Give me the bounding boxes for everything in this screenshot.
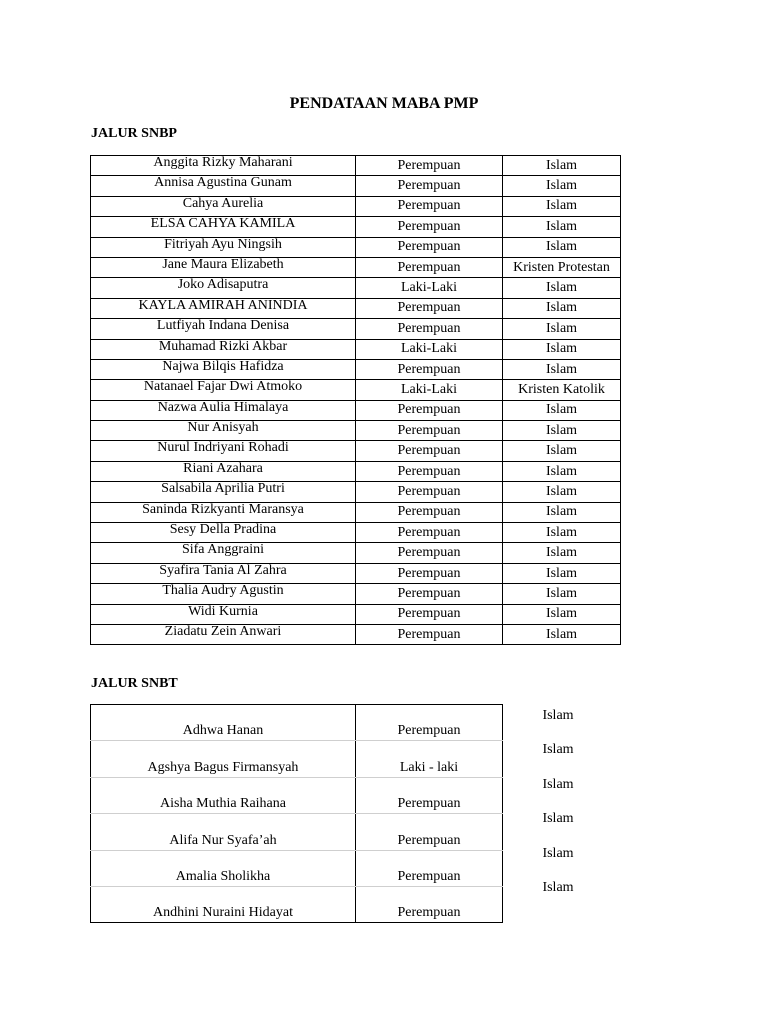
student-religion: Islam bbox=[503, 604, 621, 624]
student-religion: Islam bbox=[503, 502, 621, 522]
table-row bbox=[91, 543, 621, 563]
student-name: Salsabila Aprilia Putri bbox=[91, 482, 356, 502]
student-name: Lutfiyah Indana Denisa bbox=[91, 319, 356, 339]
student-religion: Islam bbox=[503, 421, 621, 441]
table-row bbox=[91, 278, 621, 298]
table-row bbox=[91, 563, 621, 583]
student-gender: Perempuan bbox=[356, 421, 503, 441]
table-row bbox=[91, 482, 621, 502]
student-gender: Perempuan bbox=[356, 400, 503, 420]
student-name: Thalia Audry Agustin bbox=[91, 584, 356, 604]
student-religion: Islam bbox=[503, 298, 621, 318]
student-religion: Islam bbox=[542, 879, 574, 895]
table-row bbox=[91, 624, 621, 644]
student-gender: Perempuan bbox=[356, 705, 503, 741]
table-row bbox=[91, 523, 621, 543]
student-name: Nur Anisyah bbox=[91, 421, 356, 441]
snbp-table bbox=[90, 155, 621, 645]
table-row bbox=[91, 176, 621, 196]
table-row bbox=[91, 339, 621, 359]
student-religion: Islam bbox=[542, 708, 574, 723]
student-name: Agshya Bagus Firmansyah bbox=[91, 741, 356, 777]
student-name: Anggita Rizky Maharani bbox=[91, 156, 356, 176]
table-row bbox=[91, 502, 621, 522]
student-religion: Islam bbox=[503, 176, 621, 196]
student-name: Adhwa Hanan bbox=[91, 705, 356, 741]
student-gender: Perempuan bbox=[356, 543, 503, 563]
student-gender: Perempuan bbox=[356, 237, 503, 257]
student-name: KAYLA AMIRAH ANINDIA bbox=[91, 298, 356, 318]
student-gender: Perempuan bbox=[356, 359, 503, 379]
student-gender: Perempuan bbox=[356, 584, 503, 604]
student-name: Amalia Sholikha bbox=[91, 850, 356, 886]
snbt-heading: JALUR SNBT bbox=[91, 676, 178, 691]
student-name: Muhamad Rizki Akbar bbox=[91, 339, 356, 359]
student-religion: Islam bbox=[503, 543, 621, 563]
student-name: Nazwa Aulia Himalaya bbox=[91, 400, 356, 420]
student-name: Cahya Aurelia bbox=[91, 196, 356, 216]
student-gender: Perempuan bbox=[356, 502, 503, 522]
student-gender: Perempuan bbox=[356, 850, 503, 886]
table-row bbox=[91, 441, 621, 461]
student-religion: Islam bbox=[503, 461, 621, 481]
student-gender: Perempuan bbox=[356, 156, 503, 176]
table-row bbox=[91, 156, 621, 176]
table-row bbox=[91, 380, 621, 400]
table-row bbox=[91, 604, 621, 624]
snbt-table bbox=[90, 704, 503, 923]
student-gender: Perempuan bbox=[356, 624, 503, 644]
student-name: Najwa Bilqis Hafidza bbox=[91, 359, 356, 379]
student-religion: Islam bbox=[542, 742, 574, 758]
table-row bbox=[91, 217, 621, 237]
table-row bbox=[91, 584, 621, 604]
student-religion: Islam bbox=[542, 811, 574, 827]
student-religion: Islam bbox=[542, 845, 574, 861]
snbt-table-body bbox=[91, 705, 503, 923]
student-religion: Islam bbox=[503, 339, 621, 359]
student-gender: Perempuan bbox=[356, 563, 503, 583]
student-gender: Perempuan bbox=[356, 319, 503, 339]
student-gender: Laki-Laki bbox=[356, 339, 503, 359]
table-row bbox=[91, 850, 503, 886]
student-gender: Perempuan bbox=[356, 604, 503, 624]
student-religion: Islam bbox=[542, 776, 574, 792]
table-row bbox=[91, 298, 621, 318]
student-religion: Islam bbox=[503, 563, 621, 583]
table-row bbox=[91, 400, 621, 420]
table-row bbox=[91, 319, 621, 339]
snbp-heading: JALUR SNBP bbox=[91, 126, 177, 141]
table-row bbox=[91, 777, 503, 813]
student-name: Natanael Fajar Dwi Atmoko bbox=[91, 380, 356, 400]
student-religion: Islam bbox=[503, 217, 621, 237]
student-religion: Kristen Protestan bbox=[503, 257, 621, 277]
student-name: ELSA CAHYA KAMILA bbox=[91, 217, 356, 237]
student-name: Syafira Tania Al Zahra bbox=[91, 563, 356, 583]
student-name: Annisa Agustina Gunam bbox=[91, 176, 356, 196]
table-row bbox=[91, 705, 503, 741]
student-name: Fitriyah Ayu Ningsih bbox=[91, 237, 356, 257]
table-row bbox=[91, 237, 621, 257]
student-gender: Perempuan bbox=[356, 196, 503, 216]
table-row bbox=[91, 421, 621, 441]
student-gender: Laki-Laki bbox=[356, 380, 503, 400]
table-row bbox=[91, 359, 621, 379]
student-name: Riani Azahara bbox=[91, 461, 356, 481]
table-row bbox=[91, 814, 503, 850]
student-name: Aisha Muthia Raihana bbox=[91, 777, 356, 813]
student-religion: Islam bbox=[503, 624, 621, 644]
table-row bbox=[91, 741, 503, 777]
table-row bbox=[91, 461, 621, 481]
student-gender: Perempuan bbox=[356, 777, 503, 813]
student-name: Nurul Indriyani Rohadi bbox=[91, 441, 356, 461]
student-name: Sifa Anggraini bbox=[91, 543, 356, 563]
student-name: Andhini Nuraini Hidayat bbox=[91, 886, 356, 922]
student-religion: Islam bbox=[503, 359, 621, 379]
student-gender: Perempuan bbox=[356, 257, 503, 277]
student-gender: Perempuan bbox=[356, 176, 503, 196]
student-religion: Islam bbox=[503, 441, 621, 461]
table-row bbox=[91, 257, 621, 277]
student-gender: Perempuan bbox=[356, 814, 503, 850]
student-name: Joko Adisaputra bbox=[91, 278, 356, 298]
snbt-religion-list bbox=[528, 708, 588, 914]
student-religion: Islam bbox=[503, 196, 621, 216]
student-gender: Perempuan bbox=[356, 523, 503, 543]
student-name: Sesy Della Pradina bbox=[91, 523, 356, 543]
student-religion: Islam bbox=[503, 584, 621, 604]
student-religion: Islam bbox=[503, 319, 621, 339]
student-gender: Perempuan bbox=[356, 298, 503, 318]
student-gender: Perempuan bbox=[356, 482, 503, 502]
student-religion: Islam bbox=[503, 156, 621, 176]
student-religion: Islam bbox=[503, 523, 621, 543]
student-religion: Islam bbox=[503, 482, 621, 502]
student-gender: Perempuan bbox=[356, 886, 503, 922]
student-gender: Perempuan bbox=[356, 441, 503, 461]
student-gender: Perempuan bbox=[356, 461, 503, 481]
student-name: Ziadatu Zein Anwari bbox=[91, 624, 356, 644]
student-religion: Kristen Katolik bbox=[503, 380, 621, 400]
student-name: Widi Kurnia bbox=[91, 604, 356, 624]
table-row bbox=[91, 196, 621, 216]
table-row bbox=[91, 886, 503, 922]
student-gender: Laki-Laki bbox=[356, 278, 503, 298]
snbp-table-body bbox=[91, 156, 621, 645]
page-title: PENDATAAN MABA PMP bbox=[289, 95, 479, 112]
student-religion: Islam bbox=[503, 278, 621, 298]
student-name: Alifa Nur Syafa’ah bbox=[91, 814, 356, 850]
student-religion: Islam bbox=[503, 237, 621, 257]
student-gender: Laki - laki bbox=[356, 741, 503, 777]
student-name: Saninda Rizkyanti Maransya bbox=[91, 502, 356, 522]
student-gender: Perempuan bbox=[356, 217, 503, 237]
student-name: Jane Maura Elizabeth bbox=[91, 257, 356, 277]
student-religion: Islam bbox=[503, 400, 621, 420]
